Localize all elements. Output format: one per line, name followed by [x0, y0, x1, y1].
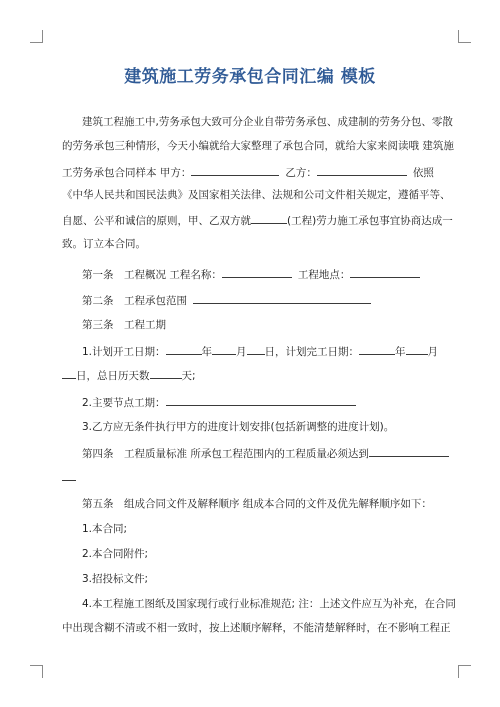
party-b-blank[interactable] [317, 164, 407, 176]
end-month-field[interactable] [406, 343, 428, 355]
article-5-label: 第五条 组成合同文件及解释顺序 组成本合同的文件及优先解释顺序如下： [82, 498, 432, 510]
party-a-label: 工劳务承包合同样本 甲方： [62, 167, 192, 179]
year-label: 年 [201, 346, 213, 358]
quality-standard-field-cont[interactable] [62, 469, 76, 481]
contract-scope-field[interactable] [193, 292, 371, 304]
end-date-label: 日，计划完工日期： [264, 346, 360, 358]
start-month-field[interactable] [212, 343, 236, 355]
intro-text-segment: 自愿、公平和诚信的原则，甲、乙双方就 [62, 215, 251, 227]
project-site-field[interactable] [350, 266, 420, 278]
document-title: 建筑施工劳务承包合同汇编 模板 [124, 67, 376, 87]
intro-line-4: 《中华人民共和国民法典》及国家相关法律、法规和公司文件相关规定，遵循平等、 [62, 189, 451, 201]
page-corner-mark-top-right [458, 30, 471, 43]
article-3-item-3: 3.乙方应无条件执行甲方的进度计划安排(包括新调整的进度计划)。 [82, 421, 395, 433]
article-1-label: 第一条 工程概况 工程名称： [82, 269, 222, 281]
article-4-cont [62, 469, 452, 485]
article-3-item-1 [82, 343, 472, 359]
intro-line-5 [62, 212, 452, 228]
total-days-field[interactable] [150, 367, 182, 379]
page-corner-mark-top-left [30, 30, 43, 43]
page-corner-mark-bottom-left [30, 665, 43, 678]
project-name-field[interactable] [222, 266, 292, 278]
project-name-blank[interactable] [251, 212, 287, 224]
article-4-label: 第四条 工程质量标准 所承包工程范围内的工程质量必须达到 [82, 448, 369, 460]
intro-text-segment: (工程)劳力施工承包事宜协商达成一 [287, 215, 453, 227]
party-b-label: 乙方： [285, 167, 317, 179]
intro-line-2: 的劳务承包三种情形，今天小编就给大家整理了承包合同，就给大家来阅读哦 建筑施 [62, 140, 454, 152]
article-5-item-4: 4.本工程施工图纸及国家现行或行业标准规范; 注：上述文件应互为补充，在合同 [82, 598, 456, 610]
article-5-item-4-cont: 中出现含糊不清或不相一致时，按上述顺序解释，不能清楚解释时，在不影响工程正 [62, 622, 451, 634]
year-label: 年 [395, 346, 406, 358]
article-2 [82, 292, 472, 308]
article-5-item-1: 1.本合同; [82, 523, 128, 535]
article-1 [82, 266, 472, 282]
article-2-label: 第二条 工程承包范围 [82, 295, 187, 307]
article-3-item-1-cont [62, 367, 452, 383]
party-a-blank[interactable] [191, 164, 279, 176]
month-label: 月 [236, 346, 247, 358]
project-site-label: 工程地点： [297, 269, 351, 281]
milestone-label: 2.主要节点工期： [82, 397, 166, 409]
start-day-field[interactable] [247, 343, 265, 355]
days-unit: 天; [181, 370, 196, 382]
article-5-item-2: 2.本合同附件; [82, 548, 149, 560]
total-days-label: 日，总日历天数 [76, 370, 150, 382]
start-year-field[interactable] [166, 343, 202, 355]
start-date-label: 1.计划开工日期： [82, 346, 166, 358]
intro-line-6: 致。订立本合同。 [62, 238, 146, 250]
end-year-field[interactable] [359, 343, 395, 355]
article-3-item-2 [82, 394, 472, 410]
quality-standard-field[interactable] [369, 445, 449, 457]
article-3-label: 第三条 工程工期 [82, 319, 166, 331]
accordance-label: 依照 [412, 167, 434, 179]
end-day-field[interactable] [62, 367, 76, 379]
month-label: 月 [427, 346, 439, 358]
article-5-item-3: 3.招投标文件; [82, 573, 149, 585]
intro-line-3 [62, 164, 452, 180]
article-4 [82, 445, 472, 461]
intro-line-1: 建筑工程施工中,劳务承包大致可分企业自带劳务承包、成建制的劳务分包、零散 [82, 116, 453, 128]
page-corner-mark-bottom-right [458, 665, 471, 678]
milestone-field[interactable] [166, 394, 356, 406]
